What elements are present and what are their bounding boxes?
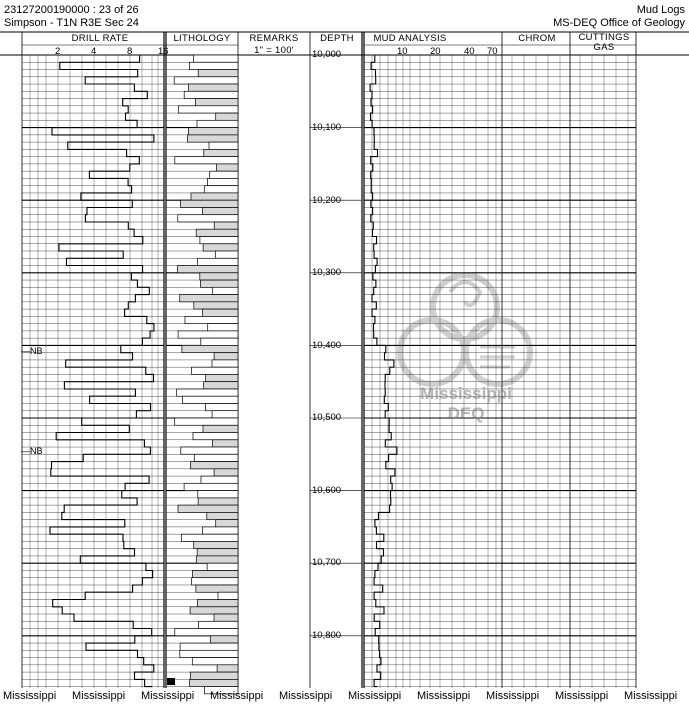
lithology-block: [196, 229, 238, 236]
lithology-block: [197, 600, 238, 607]
footer-text: Mississippi: [279, 690, 333, 702]
lithology-block: [198, 498, 238, 505]
lithology-block: [194, 454, 238, 461]
drill-rate-tick: 2: [55, 46, 61, 57]
footer-text: Mississippi: [3, 690, 57, 702]
lithology-block: [197, 120, 238, 127]
chrom-header: CHROM: [518, 33, 556, 44]
lithology-block: [196, 556, 238, 563]
lithology-block: [211, 636, 239, 643]
lithology-header: LITHOLOGY: [173, 33, 231, 44]
lithology-block: [204, 149, 238, 156]
lithology-block: [212, 440, 238, 447]
lithology-block: [197, 549, 238, 556]
lithology-block: [201, 338, 238, 345]
lithology-block: [181, 534, 238, 541]
lithology-block: [178, 106, 238, 113]
lithology-block: [204, 186, 238, 193]
depth-label: 10,200: [312, 195, 342, 206]
lithology-block: [189, 84, 238, 91]
depth-label: 10,600: [312, 485, 342, 496]
lithology-block: [216, 113, 238, 120]
lithology-block: [181, 447, 238, 454]
cuttings-gas-header-line1: CUTTINGS: [578, 32, 630, 43]
lithology-block: [178, 505, 238, 512]
depth-label: 10,700: [312, 557, 342, 568]
well-location: Simpson - T1N R3E Sec 24: [4, 17, 139, 29]
lithology-block: [189, 62, 238, 69]
lithology-block: [194, 55, 239, 62]
footer-text: Mississippi: [555, 690, 609, 702]
lithology-block: [174, 77, 238, 84]
lithology-block: [195, 99, 238, 106]
drill-rate-tick: 8: [127, 46, 133, 57]
lithology-block: [214, 469, 238, 476]
lithology-block: [214, 353, 238, 360]
watermark-line2: DEQ: [447, 404, 485, 423]
lithology-block: [203, 425, 238, 432]
lithology-block: [214, 222, 238, 229]
lithology-block: [192, 367, 239, 374]
agency-name: MS-DEQ Office of Geology: [553, 17, 685, 29]
remark-marker: —NB: [21, 446, 43, 456]
footer-text: Mississippi: [417, 690, 471, 702]
depth-header: DEPTH: [320, 33, 354, 44]
lithology-block: [203, 208, 239, 215]
lithology-block: [182, 345, 238, 352]
document-id: 23127200190000 : 23 of 26: [4, 4, 139, 16]
drill-rate-tick: 16: [158, 46, 169, 57]
lithology-block: [178, 215, 238, 222]
depth-label: 10,500: [312, 412, 342, 423]
depth-label: 10,800: [312, 630, 342, 641]
lithology-block: [192, 578, 238, 585]
lithology-block: [177, 389, 238, 396]
lithology-block: [180, 643, 238, 650]
lithology-block: [215, 251, 238, 258]
lithology-block: [182, 396, 238, 403]
watermark-line1: Mississippi: [420, 384, 512, 403]
lithology-block: [212, 360, 238, 367]
drill-rate-tick: 4: [91, 46, 97, 57]
lithology-block: [190, 672, 238, 679]
lithology-block: [178, 331, 238, 338]
depth-label: 10,400: [312, 340, 342, 351]
lithology-block: [202, 527, 238, 534]
lithology-block: [184, 91, 238, 98]
lithology-block: [180, 295, 238, 302]
document-type: Mud Logs: [636, 4, 685, 16]
lithology-block: [203, 244, 238, 251]
lithology-block: [200, 280, 238, 287]
lithology-block: [196, 585, 238, 592]
lithology-block: [203, 309, 239, 316]
lithology-block: [175, 418, 238, 425]
lithology-block: [200, 273, 238, 280]
lithology-block: [192, 658, 238, 665]
lithology-block: [175, 629, 238, 636]
lithology-block: [214, 614, 238, 621]
lithology-block: [216, 520, 238, 527]
lithology-block: [217, 665, 238, 672]
footer-text: Mississippi: [141, 690, 195, 702]
lithology-block: [180, 650, 238, 657]
lithology-block: [218, 592, 238, 599]
lithology-block: [201, 476, 238, 483]
lithology-block: [209, 142, 238, 149]
lithology-block: [207, 512, 238, 519]
lithology-block: [181, 200, 238, 207]
lithology-block: [198, 491, 238, 498]
lithology-block: [190, 679, 238, 686]
lithology-block: [212, 287, 238, 294]
lithology-block: [212, 411, 238, 418]
footer-text: Mississippi: [72, 690, 126, 702]
mud-analysis-header: MUD ANALYSIS: [373, 33, 447, 44]
depth-label: 10,300: [312, 267, 342, 278]
depth-label: 10,100: [312, 122, 342, 133]
lithology-block: [190, 607, 238, 614]
lithology-block: [178, 266, 239, 273]
lithology-block: [210, 171, 238, 178]
lithology-block: [194, 541, 238, 548]
lithology-block: [200, 237, 238, 244]
lithology-block: [192, 571, 238, 578]
lithology-block: [207, 563, 238, 570]
lithology-block: [216, 164, 238, 171]
lithology-block: [198, 258, 239, 265]
lithology-block: [206, 374, 238, 381]
lithology-block: [199, 621, 239, 628]
footer-text: Mississippi: [210, 690, 264, 702]
lithology-block: [191, 193, 238, 200]
lithology-block: [194, 302, 238, 309]
lithology-block: [206, 404, 238, 411]
remark-marker: —NB: [21, 346, 43, 356]
lithology-block: [184, 483, 238, 490]
lithology-marker: [167, 678, 175, 685]
scale-label: 1" = 100': [254, 45, 294, 56]
mud-analysis-tick: 70: [487, 46, 498, 57]
lithology-block: [204, 382, 238, 389]
lithology-block: [188, 128, 238, 135]
footer-text: Mississippi: [486, 690, 540, 702]
depth-label: 10,000: [312, 49, 342, 60]
drill-rate-header: DRILL RATE: [71, 33, 129, 44]
footer-text: Mississippi: [348, 690, 402, 702]
mud-analysis-tick: 20: [430, 46, 441, 57]
lithology-block: [175, 157, 238, 164]
lithology-block: [193, 433, 238, 440]
lithology-block: [185, 316, 238, 323]
lithology-block: [188, 135, 239, 142]
drill-rate-curve: [50, 55, 154, 687]
cuttings-gas-header-line2: GAS: [593, 42, 615, 53]
mud-analysis-tick: 10: [397, 46, 408, 57]
footer-text: Mississippi: [624, 690, 678, 702]
mud-analysis-tick: 40: [464, 46, 475, 57]
lithology-block: [208, 178, 239, 185]
lithology-block: [198, 70, 238, 77]
remarks-header: REMARKS: [249, 33, 299, 44]
lithology-block: [208, 324, 238, 331]
lithology-block: [191, 462, 239, 469]
